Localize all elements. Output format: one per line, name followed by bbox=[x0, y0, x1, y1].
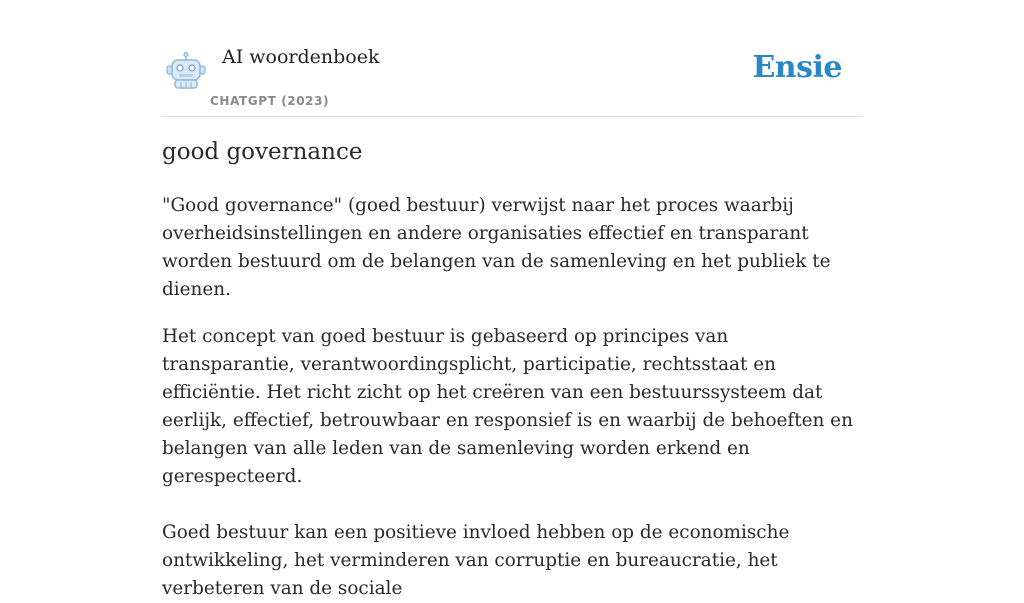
robot-icon bbox=[166, 52, 206, 90]
header bbox=[162, 0, 862, 117]
definition-paragraph: Het concept van goed bestuur is gebaseerd op principes van transparantie, verantwoordingsplicht, participatie, rechtsstaat en efficiëntie. Het richt zicht op het creëren van een bestuurssysteem dat eerlijk, effectief, betrouwbaar en responsief is en waarbij de behoeften en belangen van alle leden van de samenleving worden erkend en gerespecteerd. bbox=[162, 326, 853, 487]
source-label: CHATGPT (2023) bbox=[210, 94, 330, 108]
site-title[interactable]: AI woordenboek bbox=[222, 46, 380, 68]
entry-term: good governance bbox=[162, 139, 363, 165]
brand-logo[interactable]: Ensie bbox=[752, 50, 842, 85]
definition-paragraph: Goed bestuur kan een positieve invloed hebben op de economische ontwikkeling, het verminderen van corruptie en bureaucratie, het verbeteren van de sociale bbox=[162, 522, 790, 599]
entry-definition bbox=[162, 192, 862, 603]
page bbox=[162, 0, 862, 599]
definition-paragraph: "Good governance" (goed bestuur) verwijst naar het proces waarbij overheidsinstellingen en andere organisaties effectief en transparant worden bestuurd om de belangen van de samenleving en het publiek te dienen. bbox=[162, 195, 831, 300]
